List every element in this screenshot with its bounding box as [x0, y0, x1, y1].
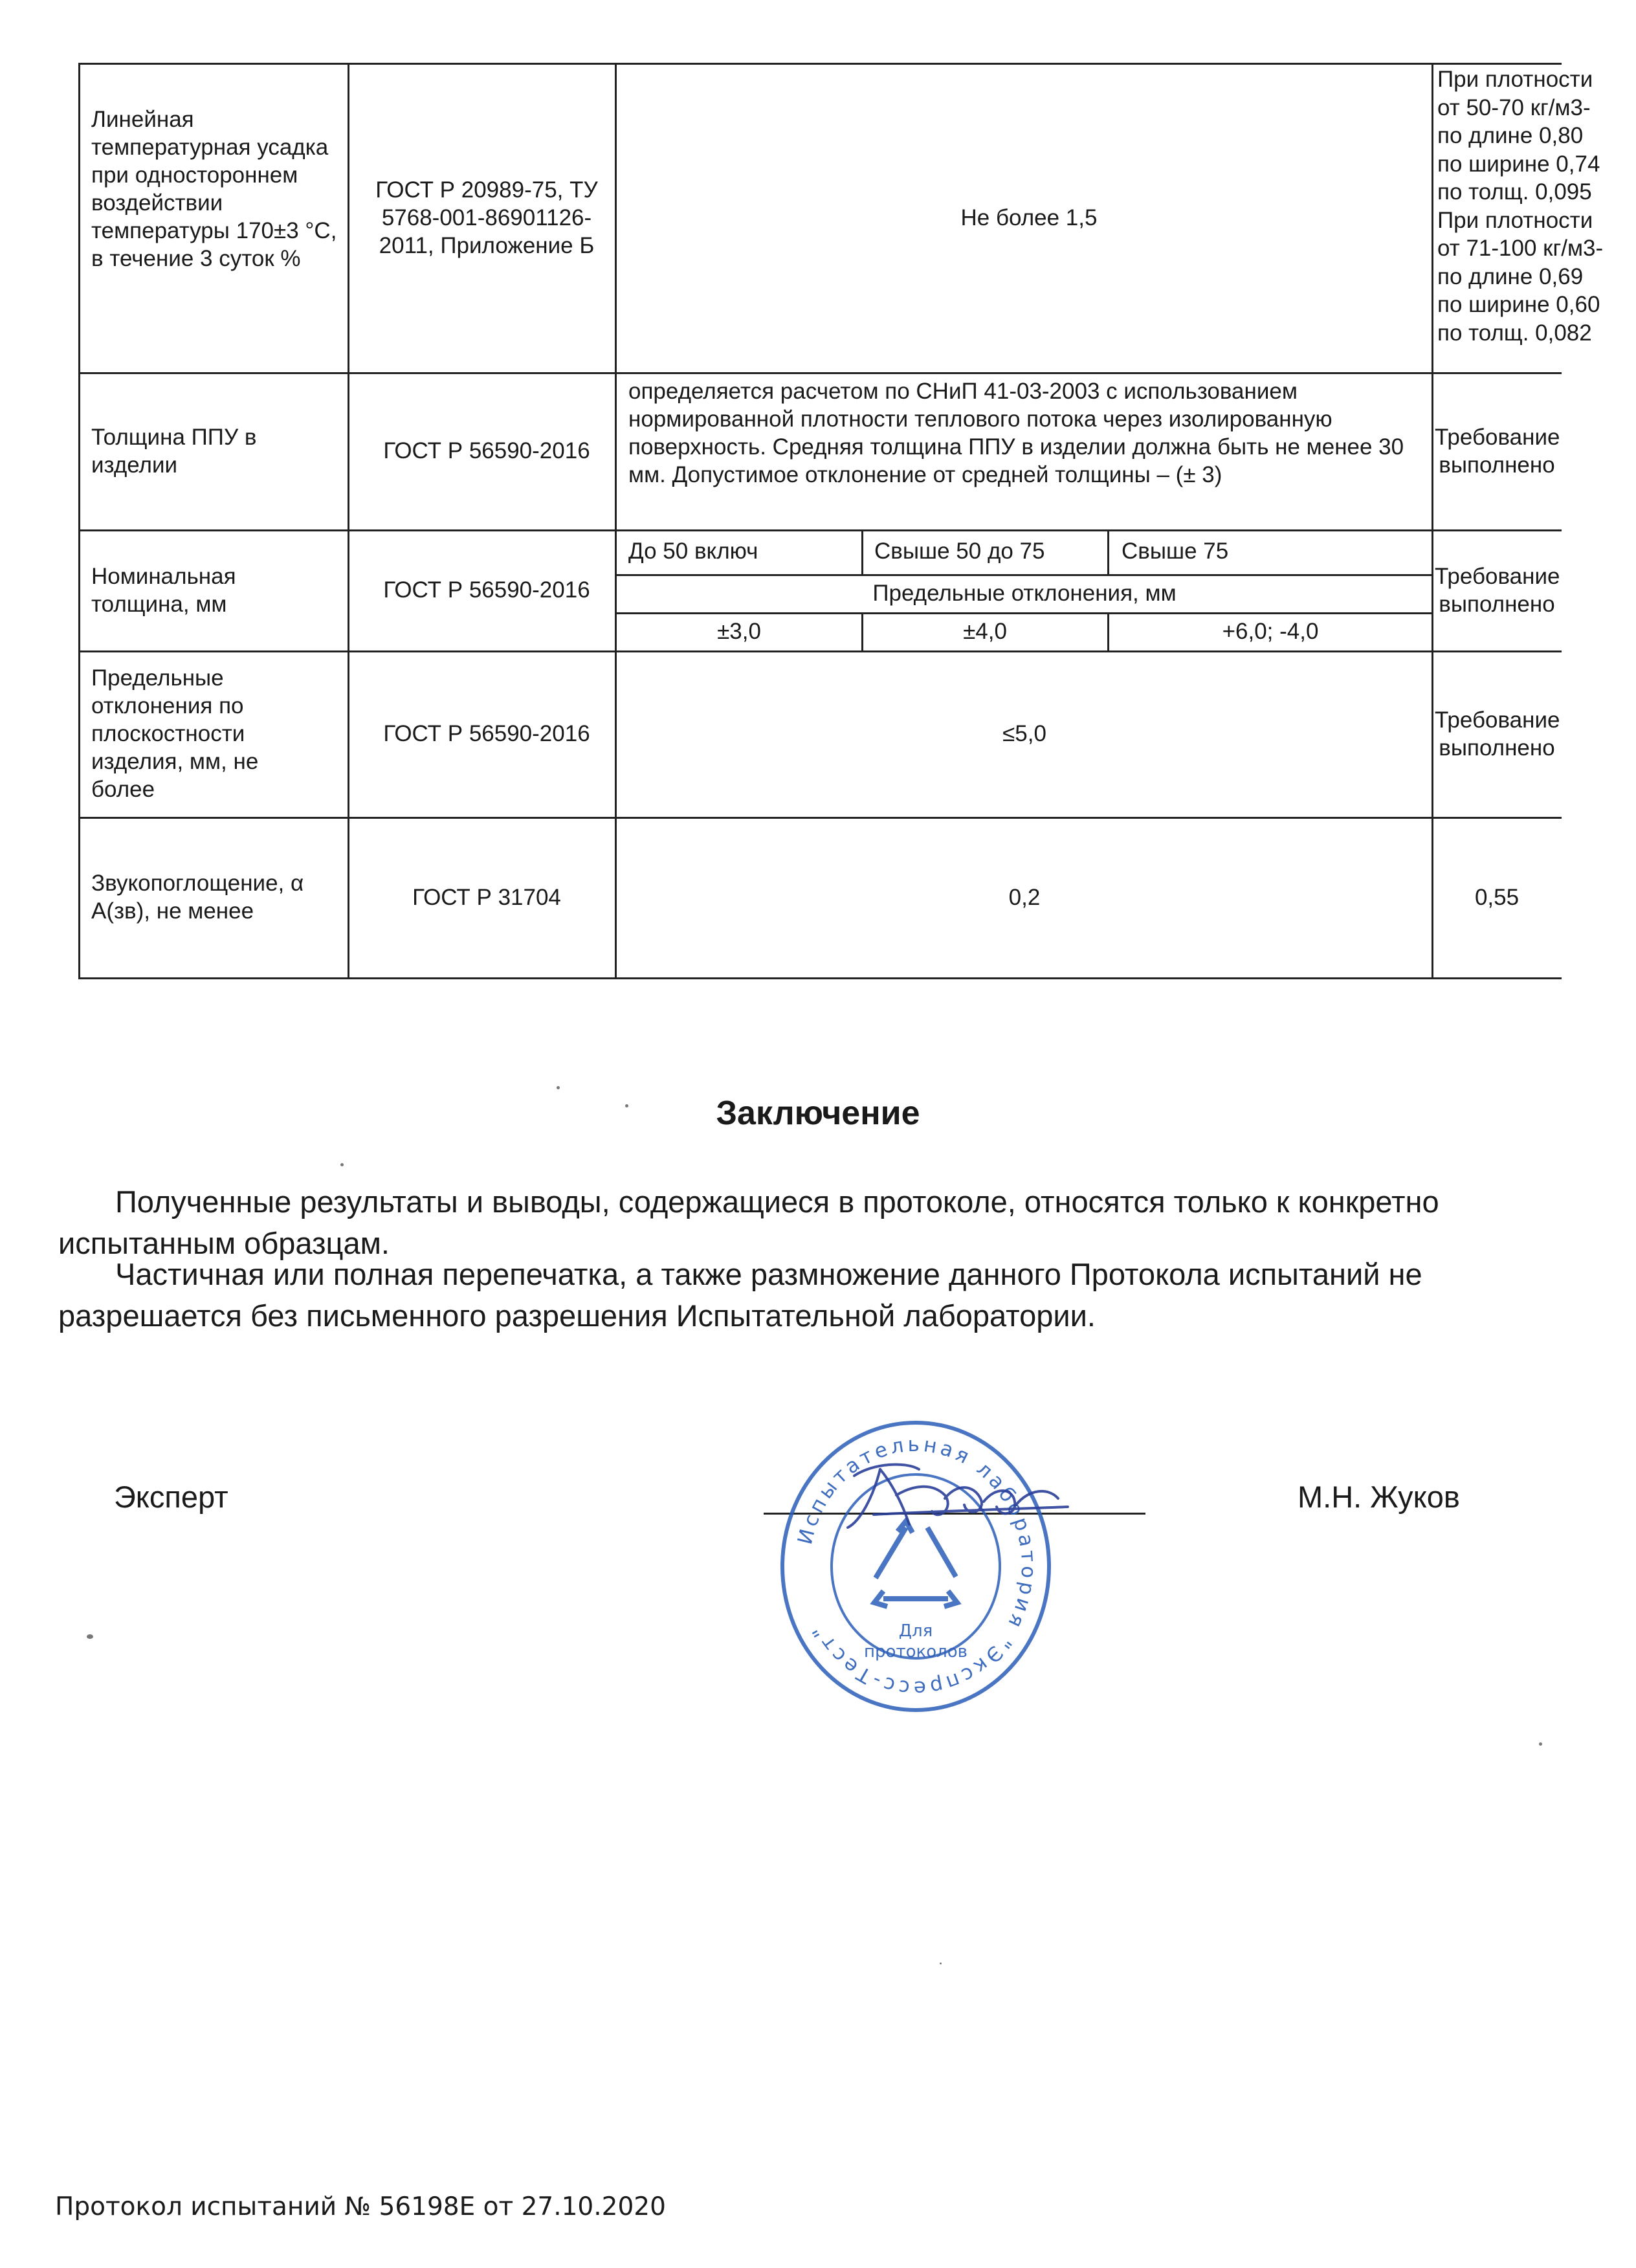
- row4-method: ГОСТ Р 56590-2016: [383, 721, 590, 746]
- row2-parameter: Толщина ППУ в изделии: [91, 424, 257, 478]
- row3-subtitle: Предельные отклонения, мм: [872, 581, 1177, 606]
- row1-result-line: от 71-100 кг/м3-: [1437, 236, 1604, 261]
- row3-subvalue-2: ±4,0: [963, 619, 1007, 644]
- row4-parameter-cell: [91, 650, 305, 817]
- stamp-ring-text: Испытательная лаборатория "Экспресс-Тест": [793, 1432, 1041, 1700]
- row4-requirement-cell: [617, 650, 1432, 817]
- row5-requirement-cell: [617, 817, 1432, 977]
- row2-method-cell: [360, 372, 613, 529]
- signature-name: М.Н. Жуков: [1298, 1480, 1460, 1514]
- stamp-center-text-1: Для: [898, 1621, 933, 1641]
- row1-result-line: по толщ. 0,095: [1437, 179, 1592, 205]
- signature-role: Эксперт: [114, 1480, 228, 1514]
- row1-requirement-cell: [628, 63, 1430, 372]
- row2-requirement: определяется расчетом по СНиП 41-03-2003 с использованием нормированной плотности теплового потока через изолированную поверхность. Средняя толщина ППУ в изделии должна быть не менее 30 мм. Допустимое отклонение от средней толщины – (± 3): [628, 379, 1404, 487]
- row3-subheader-2: Свыше 50 до 75: [874, 539, 1045, 564]
- stamp-center-text-2: протоколов: [864, 1642, 967, 1662]
- row4-method-cell: [360, 650, 613, 817]
- handwritten-signature-icon: [835, 1450, 1081, 1540]
- scan-speck: [625, 1104, 628, 1107]
- conclusion-paragraph-1: Полученные результаты и выводы, содержащиеся в протоколе, относятся только к конкретно испытанным образцам.: [58, 1184, 1439, 1260]
- row5-requirement: 0,2: [1008, 884, 1041, 910]
- protocol-footer: Протокол испытаний № 56198Е от 27.10.2020: [55, 2192, 666, 2221]
- scan-speck: [940, 1962, 942, 1964]
- row2-result-cell: [1435, 372, 1559, 529]
- scan-speck: [87, 1634, 93, 1639]
- scan-speck: [1539, 1742, 1542, 1746]
- scan-speck: [557, 1086, 560, 1089]
- row1-method-cell: [360, 63, 613, 372]
- row3-subheader-3: Свыше 75: [1122, 539, 1229, 564]
- row1-result-line: по ширине 0,60: [1437, 292, 1600, 317]
- row1-result-line: по ширине 0,74: [1437, 151, 1600, 177]
- row5-method-cell: [360, 817, 613, 977]
- row3-subvalue-1: ±3,0: [717, 619, 761, 644]
- row4-result: Требование выполнено: [1435, 707, 1560, 761]
- row3-result-cell: [1435, 529, 1559, 650]
- row4-parameter: Предельные отклонения по плоскостности изделия, мм, не более: [91, 665, 259, 802]
- row1-result-line: При плотности: [1437, 207, 1593, 233]
- scan-speck: [340, 1163, 344, 1166]
- row3-subvalue-3: +6,0; -4,0: [1222, 619, 1319, 644]
- row3-parameter: Номинальная толщина, мм: [91, 563, 236, 617]
- row1-method: ГОСТ Р 20989-75, ТУ 5768-001-86901126-2011, Приложение Б: [375, 177, 598, 258]
- row1-result-line: по толщ. 0,082: [1437, 320, 1592, 346]
- row1-result-line: по длине 0,69: [1437, 263, 1584, 289]
- row3-method: ГОСТ Р 56590-2016: [383, 577, 590, 603]
- row3-parameter-cell: [91, 529, 337, 650]
- row3-method-cell: [360, 529, 613, 650]
- row4-result-cell: [1435, 650, 1559, 817]
- conclusion-paragraph-2: Частичная или полная перепечатка, а также размножение данного Протокола испытаний не разрешается без письменного разрешения Испытательной лаборатории.: [58, 1257, 1422, 1333]
- row1-result: [1437, 65, 1604, 347]
- row5-method: ГОСТ Р 31704: [412, 884, 561, 910]
- row2-parameter-cell: [91, 372, 337, 529]
- row4-requirement: ≤5,0: [1002, 721, 1046, 746]
- row1-requirement: Не более 1,5: [960, 205, 1098, 230]
- test-results-table: [78, 63, 1604, 979]
- row5-parameter: Звукопоглощение, α А(зв), не менее: [91, 871, 304, 924]
- row1-result-line: по длине 0,80: [1437, 123, 1584, 148]
- conclusion-title: Заключение: [716, 1095, 920, 1132]
- row1-result-line: При плотности: [1437, 67, 1593, 92]
- row5-result-cell: [1435, 817, 1559, 977]
- row5-parameter-cell: [91, 817, 337, 977]
- row3-result: Требование выполнено: [1435, 563, 1560, 617]
- row2-method: ГОСТ Р 56590-2016: [383, 438, 590, 463]
- row1-result-line: от 50-70 кг/м3-: [1437, 94, 1591, 120]
- row5-result: 0,55: [1474, 884, 1520, 910]
- row3-subheader-1: До 50 включ: [628, 539, 758, 564]
- row1-parameter: Линейная температурная усадка при одностороннем воздействии температуры 170±3 °С, в течение 3 суток %: [91, 107, 337, 271]
- row2-result: Требование выполнено: [1435, 424, 1560, 478]
